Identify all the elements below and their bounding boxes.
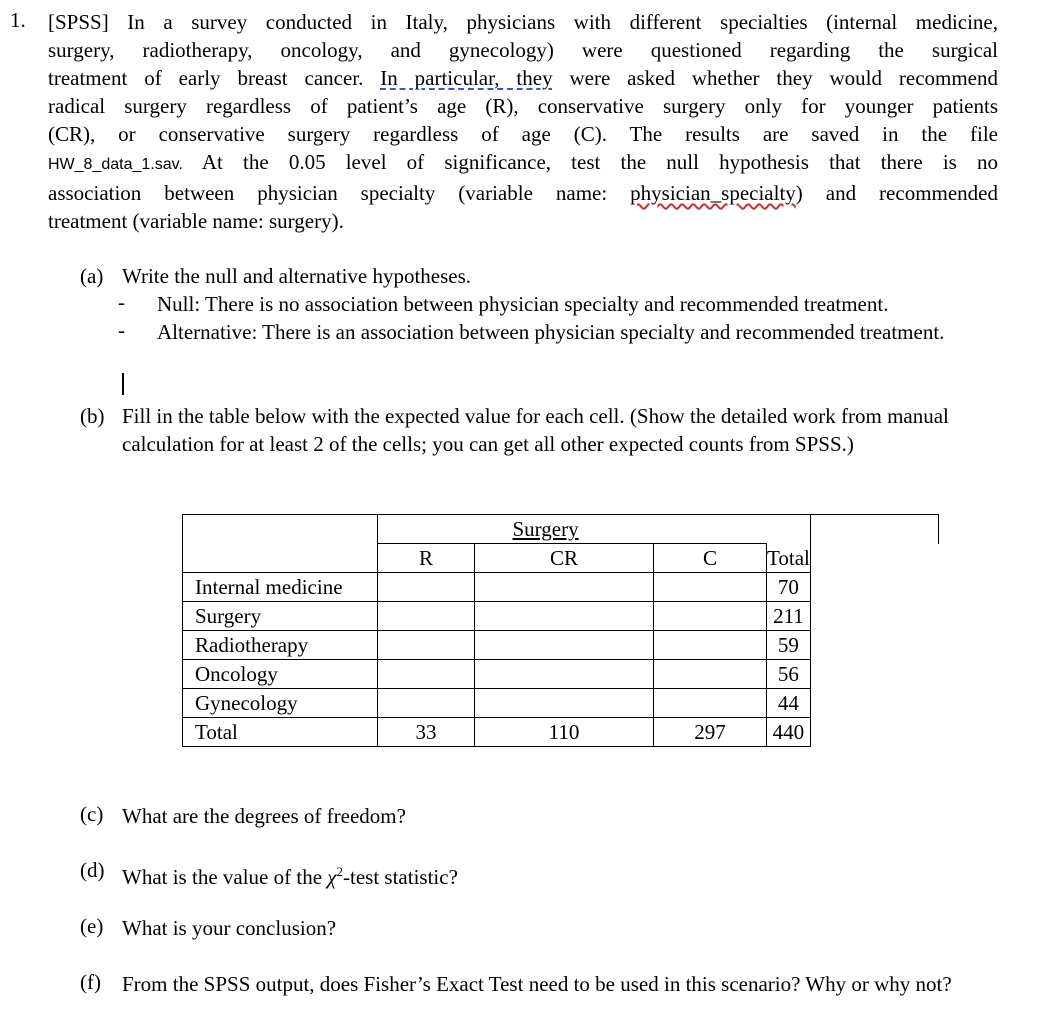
question-line: association between physician specialty (variable name: physician_specialty) and recommended <box>48 181 999 205</box>
expected-cell[interactable] <box>378 689 475 718</box>
header-spacer <box>378 515 475 544</box>
chi-symbol: χ <box>327 865 337 889</box>
row-label: Radiotherapy <box>183 631 378 660</box>
alternative-hypothesis[interactable]: Alternative: There is an association between physician specialty and recommended treatment. <box>157 320 945 344</box>
header-spacer <box>810 515 938 544</box>
row-label: Oncology <box>183 660 378 689</box>
row-total: 70 <box>767 573 811 602</box>
text-cursor <box>122 373 124 395</box>
part-f-label: (f) <box>80 970 101 994</box>
expected-cell[interactable] <box>654 573 767 602</box>
total-row-label: Total <box>183 718 378 747</box>
expected-cell[interactable] <box>654 602 767 631</box>
grammar-suggestion-underline[interactable]: In particular, they <box>380 66 553 90</box>
expected-cell[interactable] <box>475 573 654 602</box>
col-header-r: R <box>378 544 475 573</box>
grand-total: 440 <box>767 718 811 747</box>
expected-values-table <box>182 514 939 747</box>
col-header-c: C <box>654 544 767 573</box>
part-c-label: (c) <box>80 802 104 826</box>
spelling-underline-variable[interactable]: physician_specialty <box>630 181 796 205</box>
row-label: Surgery <box>183 602 378 631</box>
column-total-c: 297 <box>654 718 767 747</box>
row-label: Gynecology <box>183 689 378 718</box>
expected-cell[interactable] <box>475 689 654 718</box>
row-total: 211 <box>767 602 811 631</box>
part-f-text: From the SPSS output, does Fisher’s Exact Test need to be used in this scenario? Why or why not? <box>122 972 952 996</box>
expected-cell[interactable] <box>654 660 767 689</box>
row-total: 59 <box>767 631 811 660</box>
part-a-label: (a) <box>80 264 104 288</box>
question-text <box>48 8 998 235</box>
expected-cell[interactable] <box>378 602 475 631</box>
table-corner <box>183 515 378 573</box>
row-total: 44 <box>767 689 811 718</box>
part-d-text: What is the value of the $\chi^2$-test statistic? <box>122 864 458 889</box>
header-spacer <box>767 515 811 544</box>
expected-cell[interactable] <box>475 602 654 631</box>
question-number: 1. <box>10 8 26 32</box>
question-line: [SPSS] In a survey conducted in Italy, physicians with different specialties (internal medicine, <box>48 10 998 34</box>
part-b-label: (b) <box>80 404 105 428</box>
question-line: surgery, radiotherapy, oncology, and gynecology) were questioned regarding the surgical <box>48 38 998 62</box>
expected-cell[interactable] <box>475 660 654 689</box>
part-e-text: What is your conclusion? <box>122 916 337 940</box>
expected-cell[interactable] <box>654 689 767 718</box>
data-file-name: HW_8_data_1.sav. <box>48 156 183 173</box>
question-line: treatment (variable name: surgery). <box>48 209 344 233</box>
col-header-total: Total <box>767 544 811 573</box>
bullet-null: - <box>118 290 125 314</box>
expected-cell[interactable] <box>378 573 475 602</box>
part-c-text: What are the degrees of freedom? <box>122 804 406 828</box>
part-e-label: (e) <box>80 914 104 938</box>
question-line: (CR), or conservative surgery regardless of age (C). The results are saved in the file <box>48 122 998 146</box>
expected-cell[interactable] <box>654 631 767 660</box>
bullet-alt: - <box>118 318 125 342</box>
surgery-group-header: Surgery <box>475 515 767 544</box>
question-line: treatment of early breast cancer. In particular, they were asked whether they would recommend <box>48 66 999 90</box>
column-total-cr: 110 <box>475 718 654 747</box>
expected-cell[interactable] <box>475 631 654 660</box>
question-line: HW_8_data_1.sav. At the 0.05 level of significance, test the null hypothesis that there is no <box>48 150 998 174</box>
part-b-text: Fill in the table below with the expected value for each cell. (Show the detailed work from manual calculation for at least 2 of the cells; you can get all other expected counts from SPSS.) <box>122 404 949 456</box>
question-line: radical surgery regardless of patient’s age (R), conservative surgery only for younger patients <box>48 94 998 118</box>
row-label: Internal medicine <box>183 573 378 602</box>
column-total-r: 33 <box>378 718 475 747</box>
expected-cell[interactable] <box>378 631 475 660</box>
expected-cell[interactable] <box>378 660 475 689</box>
col-header-cr: CR <box>475 544 654 573</box>
row-total: 56 <box>767 660 811 689</box>
null-hypothesis[interactable]: Null: There is no association between physician specialty and recommended treatment. <box>157 292 889 316</box>
part-d-label: (d) <box>80 858 105 882</box>
part-a-text: Write the null and alternative hypotheses. <box>122 264 472 288</box>
